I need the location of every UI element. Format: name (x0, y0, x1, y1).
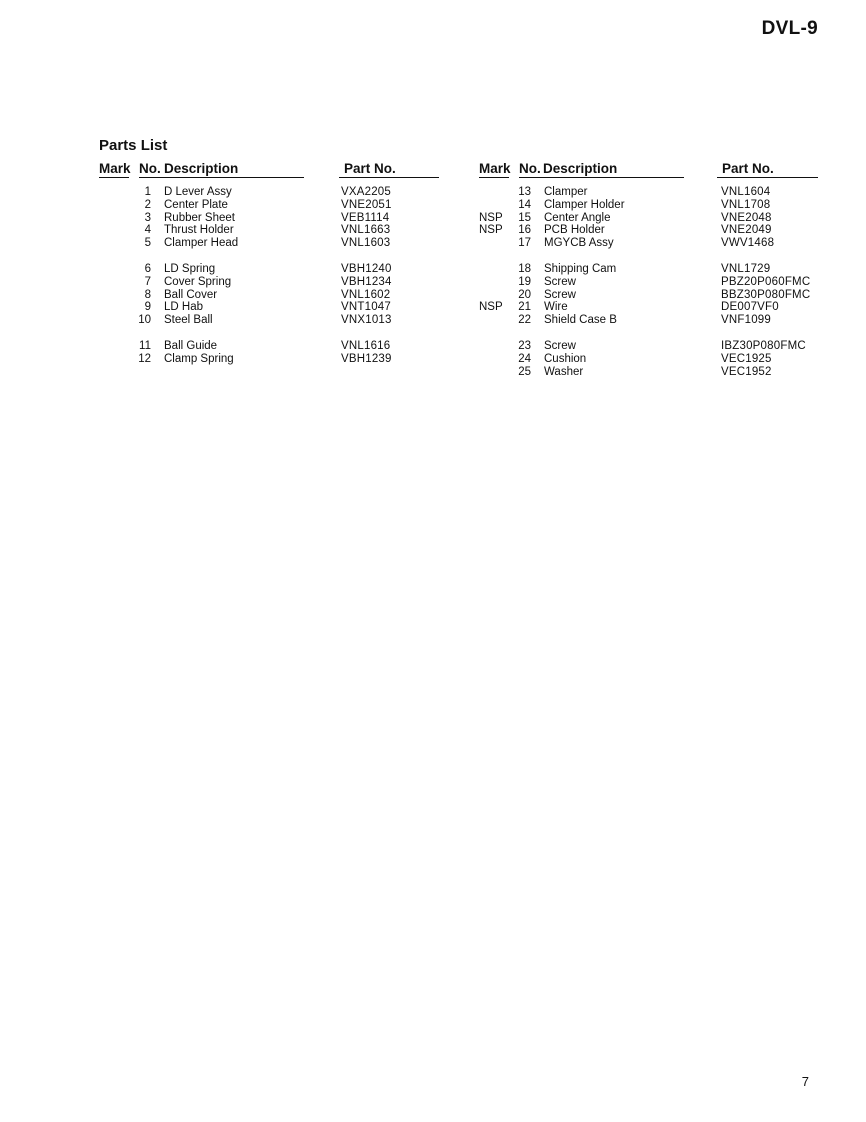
part-no-cell: VNT1047 (341, 301, 391, 314)
part-no-cell: VBH1234 (341, 275, 392, 288)
no-cell: 21 (518, 301, 531, 314)
part-no-cell: VNE2051 (341, 198, 392, 211)
description-cell: Wire (544, 301, 568, 314)
description-cell: D Lever Assy (164, 186, 232, 198)
header-part-no: Part No. (344, 161, 396, 176)
part-no-cell: VBH1239 (341, 352, 392, 365)
header-no: No. (139, 161, 161, 176)
part-no-cell: VNF1099 (721, 314, 771, 327)
description-cell: Ball Cover (164, 288, 218, 301)
header-description: Description (164, 161, 239, 176)
description-cell: Shield Case B (544, 314, 617, 327)
part-no-cell: VNX1013 (341, 314, 392, 327)
mark-cell: NSP (479, 301, 503, 314)
description-cell: Cushion (544, 352, 587, 365)
part-no-cell: VNL1663 (341, 224, 391, 237)
description-cell: Clamper Holder (544, 198, 625, 211)
part-no-cell: VNL1602 (341, 288, 391, 301)
description-cell: Steel Ball (164, 314, 213, 327)
description-cell: Clamp Spring (164, 352, 234, 365)
description-cell: LD Spring (164, 262, 216, 275)
header-underline (717, 177, 818, 178)
no-cell: 6 (144, 262, 151, 275)
no-cell: 9 (144, 301, 151, 314)
page-number: 7 (801, 1074, 809, 1089)
no-cell: 7 (144, 275, 151, 288)
description-cell: Ball Guide (164, 339, 218, 352)
description-cell: Center Plate (164, 198, 228, 211)
description-cell: Center Angle (544, 211, 611, 224)
no-cell: 5 (144, 237, 151, 250)
part-no-cell: DE007VF0 (721, 301, 779, 314)
description-cell: PCB Holder (544, 224, 605, 237)
part-no-cell: VNL1604 (721, 186, 771, 198)
description-cell: Screw (544, 288, 576, 301)
header-part-no: Part No. (722, 161, 774, 176)
header-mark: Mark (99, 161, 131, 176)
part-no-cell: VEC1952 (721, 365, 772, 378)
description-cell: Thrust Holder (164, 224, 234, 237)
part-no-cell: VEB1114 (341, 211, 390, 224)
no-cell: 20 (518, 288, 531, 301)
description-cell: Clamper Head (164, 237, 239, 250)
part-no-cell: VEC1925 (721, 352, 772, 365)
part-no-cell: PBZ20P060FMC (721, 275, 811, 288)
no-cell: 19 (518, 275, 531, 288)
no-cell: 1 (144, 186, 151, 198)
mark-cell: NSP (479, 224, 503, 237)
model-title: DVL-9 (761, 18, 818, 39)
mark-cell: NSP (479, 211, 503, 224)
part-no-cell: VNE2049 (721, 224, 772, 237)
description-cell: Cover Spring (164, 275, 232, 288)
header-underline (139, 177, 304, 178)
no-cell: 2 (144, 198, 151, 211)
description-cell: Clamper (544, 186, 588, 198)
part-no-cell: VBH1240 (341, 262, 392, 275)
description-cell: MGYCB Assy (544, 237, 614, 250)
no-cell: 23 (518, 339, 531, 352)
part-no-cell: VNL1616 (341, 339, 391, 352)
no-cell: 12 (138, 352, 151, 365)
part-no-cell: VNL1729 (721, 262, 771, 275)
description-cell: Rubber Sheet (164, 211, 235, 224)
header-underline (519, 177, 684, 178)
section-title: Parts List (99, 137, 168, 154)
description-cell: Screw (544, 275, 576, 288)
no-cell: 4 (144, 224, 151, 237)
description-cell: Screw (544, 339, 576, 352)
header-underline (99, 177, 129, 178)
description-cell: Shipping Cam (544, 262, 617, 275)
description-cell: Washer (544, 365, 584, 378)
no-cell: 17 (518, 237, 531, 250)
no-cell: 16 (518, 224, 531, 237)
no-cell: 24 (518, 352, 531, 365)
part-no-cell: BBZ30P080FMC (721, 288, 811, 301)
no-cell: 8 (144, 288, 151, 301)
header-mark: Mark (479, 161, 511, 176)
no-cell: 11 (139, 339, 151, 352)
no-cell: 3 (144, 211, 151, 224)
part-no-cell: VXA2205 (341, 186, 391, 198)
no-cell: 18 (518, 262, 531, 275)
part-no-cell: IBZ30P080FMC (721, 339, 806, 352)
header-description: Description (543, 161, 618, 176)
header-underline (479, 177, 509, 178)
part-no-cell: VWV1468 (721, 237, 775, 250)
part-no-cell: VNL1603 (341, 237, 391, 250)
header-underline (339, 177, 439, 178)
part-no-cell: VNE2048 (721, 211, 772, 224)
part-no-cell: VNL1708 (721, 198, 771, 211)
no-cell: 13 (518, 186, 531, 198)
no-cell: 15 (518, 211, 531, 224)
no-cell: 10 (138, 314, 151, 327)
no-cell: 14 (518, 198, 531, 211)
no-cell: 22 (518, 314, 531, 327)
no-cell: 25 (518, 365, 531, 378)
description-cell: LD Hab (164, 301, 203, 314)
header-no: No. (519, 161, 541, 176)
